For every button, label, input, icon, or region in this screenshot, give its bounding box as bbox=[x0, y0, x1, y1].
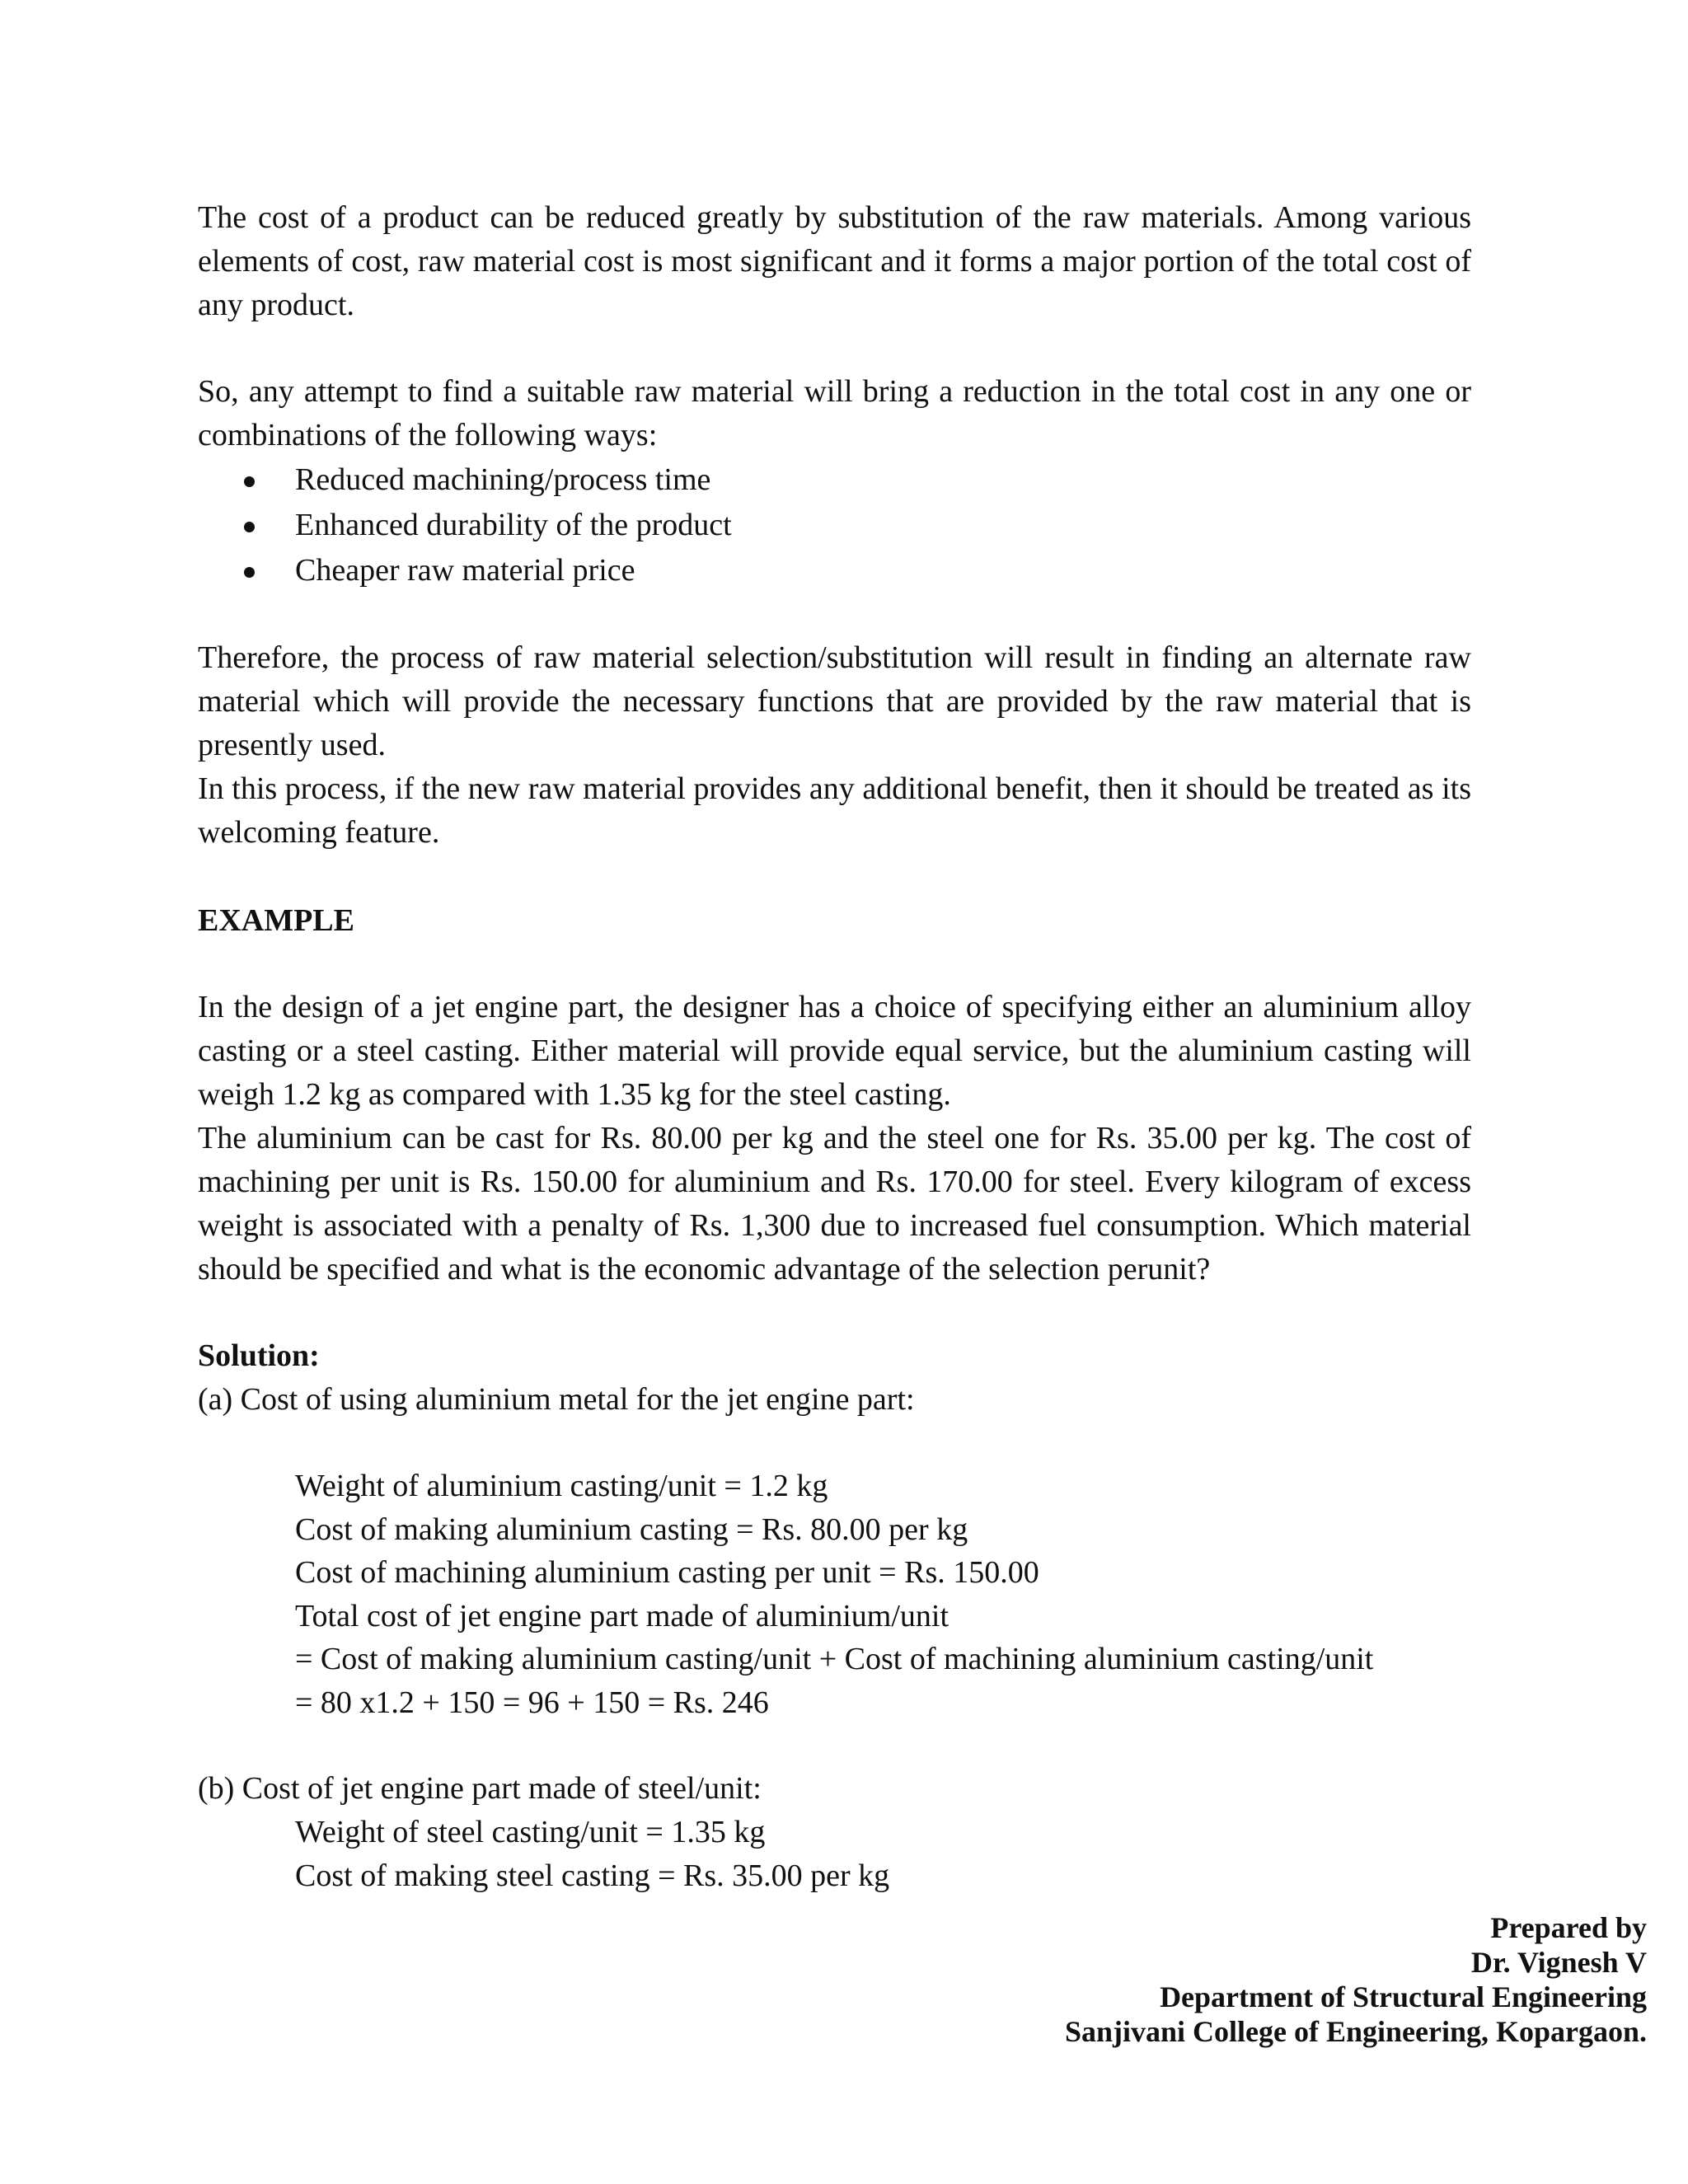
intro-paragraph-1: The cost of a product can be reduced greatly by substitution of the raw materials. Among various elements of cost, raw material cost is most significant and it forms a major portion of the total cost of any product. bbox=[198, 200, 1471, 322]
intro-paragraph-4: In this process, if the new raw material provides any additional benefit, then it should be treated as its welcoming feature. bbox=[198, 771, 1471, 850]
part-a-title: (a) Cost of using aluminium metal for the jet engine part: bbox=[198, 1382, 915, 1417]
bullet-item: Cheaper raw material price bbox=[295, 548, 1471, 593]
footer-author-name: Dr. Vignesh V bbox=[1470, 1946, 1647, 1979]
footer-department: Department of Structural Engineering bbox=[1160, 1980, 1647, 2013]
author-footer bbox=[1065, 1910, 1647, 2049]
example-heading: EXAMPLE bbox=[198, 903, 354, 938]
document-body bbox=[198, 196, 1471, 1897]
example-paragraph-1: In the design of a jet engine part, the designer has a choice of specifying either an aluminium alloy casting or a steel casting. Either material will provide equal service, but the aluminium casting will weigh 1.2 kg as compared with 1.35 kg for the steel casting. bbox=[198, 990, 1471, 1112]
calc-line: Cost of machining aluminium casting per unit = Rs. 150.00 bbox=[295, 1555, 1039, 1590]
bullet-item: Reduced machining/process time bbox=[295, 457, 1471, 503]
calc-line: = 80 x1.2 + 150 = 96 + 150 = Rs. 246 bbox=[295, 1685, 769, 1720]
bullet-item: Enhanced durability of the product bbox=[295, 503, 1471, 548]
ways-bullet-list bbox=[198, 457, 1471, 593]
part-a-calculation bbox=[198, 1465, 1471, 1724]
solution-label: Solution: bbox=[198, 1338, 320, 1373]
calc-line: = Cost of making aluminium casting/unit + Cost of machining aluminium casting/unit bbox=[295, 1642, 1374, 1676]
part-b-title: (b) Cost of jet engine part made of steel/unit: bbox=[198, 1771, 762, 1806]
calc-line: Weight of steel casting/unit = 1.35 kg bbox=[295, 1815, 766, 1849]
footer-prepared-by: Prepared by bbox=[1490, 1911, 1647, 1944]
calc-line: Cost of making steel casting = Rs. 35.00 per kg bbox=[295, 1858, 890, 1893]
footer-college: Sanjivani College of Engineering, Kopargaon. bbox=[1064, 2015, 1647, 2048]
calc-line: Cost of making aluminium casting = Rs. 80.00 per kg bbox=[295, 1511, 968, 1547]
calc-line: Weight of aluminium casting/unit = 1.2 kg bbox=[295, 1469, 828, 1503]
intro-paragraph-3: Therefore, the process of raw material selection/substitution will result in finding an alternate raw material which will provide the necessary functions that are provided by the raw material that is presently used. bbox=[198, 640, 1471, 762]
calc-line: Total cost of jet engine part made of aluminium/unit bbox=[295, 1598, 950, 1633]
intro-paragraph-2: So, any attempt to find a suitable raw material will bring a reduction in the total cost in any one or combinations of the following ways: bbox=[198, 374, 1471, 452]
part-b-calculation bbox=[198, 1811, 1471, 1897]
example-paragraph-2: The aluminium can be cast for Rs. 80.00 per kg and the steel one for Rs. 35.00 per kg. The cost of machining per unit is Rs. 150.00 for aluminium and Rs. 170.00 for steel. Every kilogram of excess weight is associated with a penalty of Rs. 1,300 due to increased fuel consumption. Which material should be specified and what is the economic advantage of the selection perunit? bbox=[198, 1121, 1471, 1286]
